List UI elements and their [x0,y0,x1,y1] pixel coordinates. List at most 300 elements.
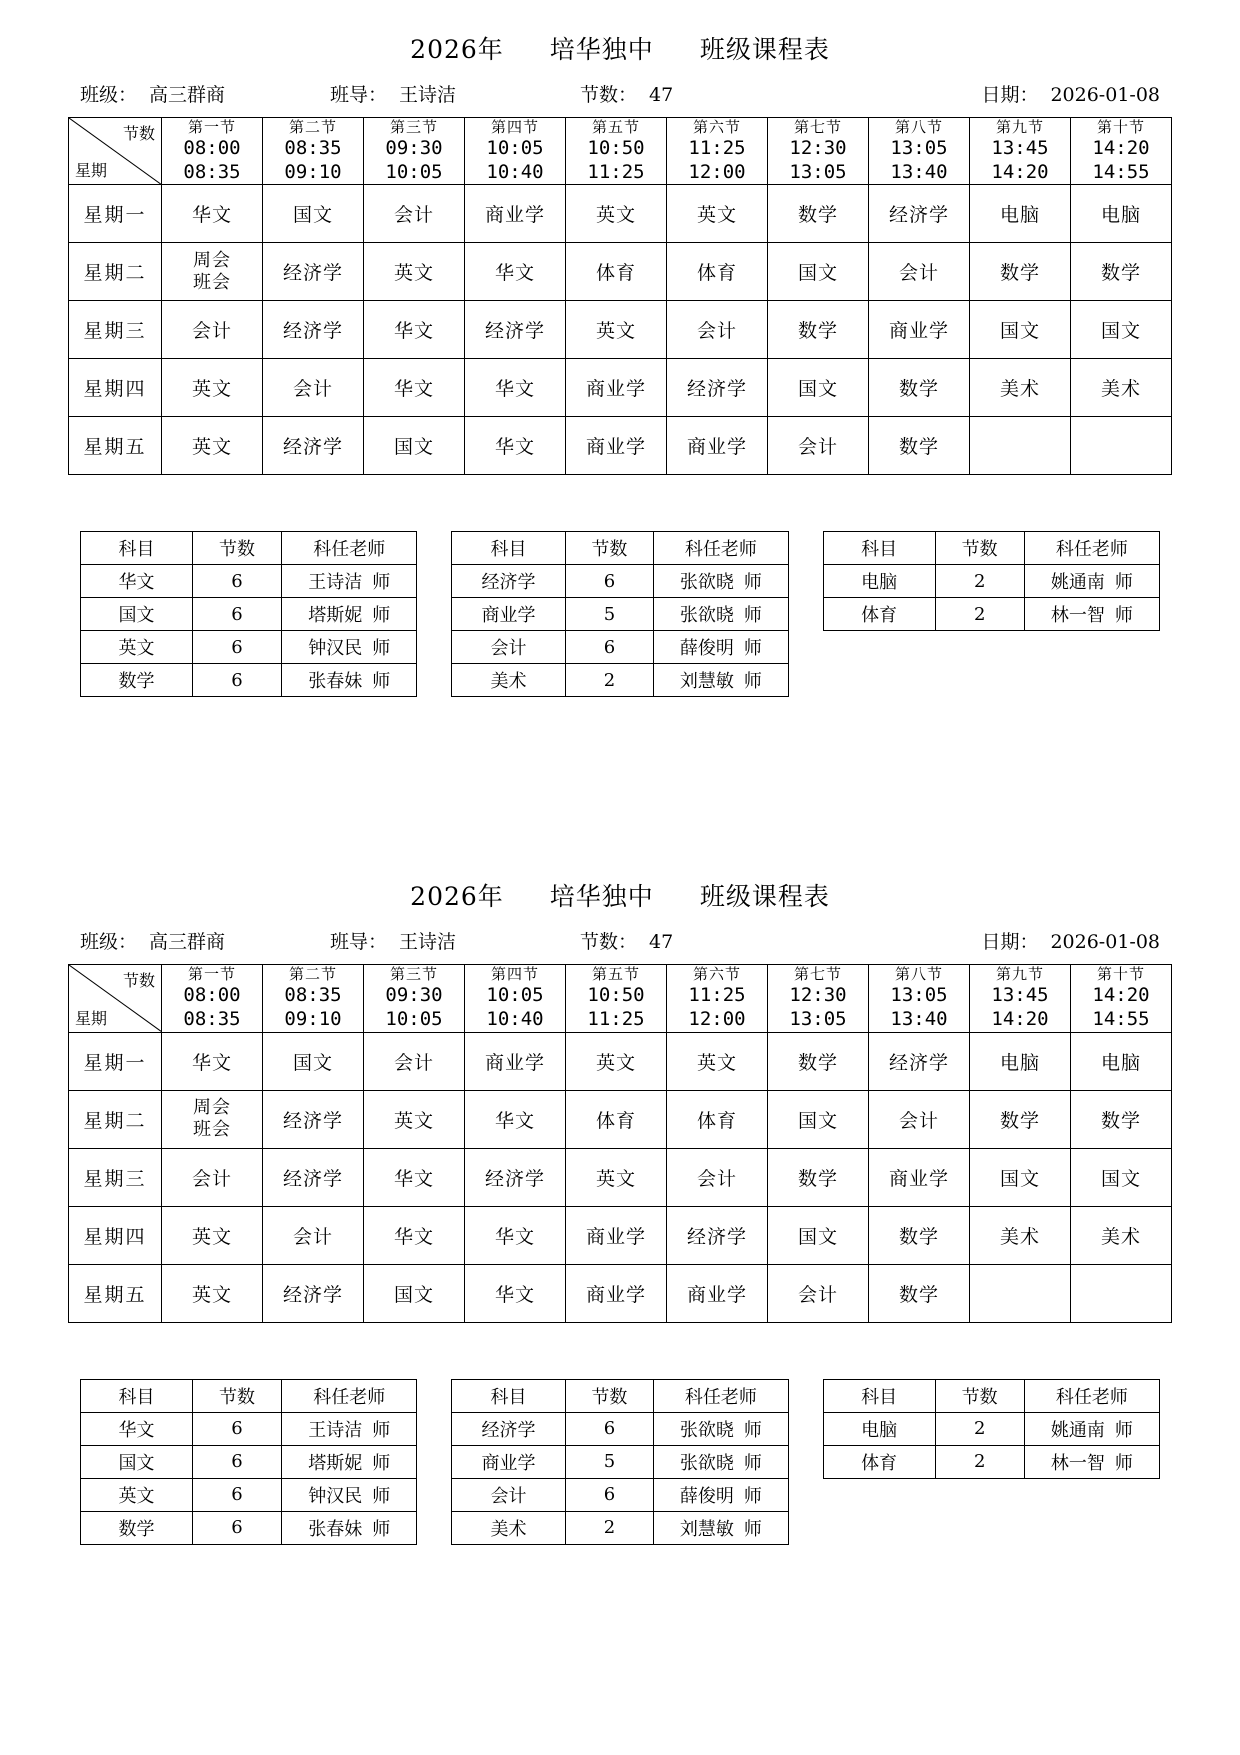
summary-row [81,1445,417,1478]
summary-block-2 [451,531,788,697]
schedule-cell-5-5: 商业学 [566,1264,667,1322]
schedule-cell-2-5: 体育 [566,243,667,301]
meta-row [68,921,1172,964]
teacher-title-suffix: 师 [372,671,391,693]
period-end-7: 13:05 [789,1007,847,1030]
summary-count-2: 2 [935,1445,1024,1478]
teacher-title-suffix: 师 [1114,1419,1133,1441]
teacher-title-suffix: 师 [372,1419,391,1441]
period-header-7 [768,118,869,185]
schedule-cell-2-1 [162,243,263,301]
schedule-cell-4-1: 英文 [162,359,263,417]
period-name-4: 第四节 [490,965,539,984]
period-name-3: 第三节 [389,965,438,984]
corner-label-weekday: 星期 [75,1008,108,1028]
teacher-name-text: 林一智 [1050,605,1105,627]
summary-subject-3: 英文 [81,1478,193,1511]
summary-row [81,1478,417,1511]
meta-row [68,74,1172,117]
summary-teacher-4 [654,664,789,697]
schedule-cell-5-10 [1071,1264,1172,1322]
meta-date-label: 日期： [981,84,1039,106]
summary-header-teacher: 科任老师 [654,532,789,565]
schedule-cell-4-7: 国文 [768,359,869,417]
teacher-name-text: 林一智 [1050,1452,1105,1474]
schedule-cell-3-9: 国文 [970,301,1071,359]
period-start-6: 11:25 [688,984,746,1006]
schedule-row [69,185,1172,243]
summary-teacher-1 [654,565,789,598]
summary-teacher-4 [654,1511,789,1544]
schedule-cell-4-1: 英文 [162,1206,263,1264]
schedule-cell-3-4: 经济学 [465,301,566,359]
schedule-cell-line-1: 周会 [193,250,231,272]
teacher-title-suffix: 师 [1114,605,1133,627]
schedule-cell-2-8: 会计 [869,1090,970,1148]
summary-count-1: 2 [935,1412,1024,1445]
schedule-cell-3-3: 华文 [364,1148,465,1206]
schedule-cell-5-7: 会计 [768,417,869,475]
period-header-6 [667,118,768,185]
schedule-cell-1-10: 电脑 [1071,1032,1172,1090]
teacher-name-text: 薛俊明 [679,638,734,660]
summary-header-teacher: 科任老师 [282,532,417,565]
schedule-cell-4-9: 美术 [970,1206,1071,1264]
schedule-cell-2-2: 经济学 [263,243,364,301]
schedule-cell-2-7: 国文 [768,243,869,301]
summary-block-1 [80,531,417,697]
summary-count-3: 6 [192,1478,281,1511]
schedule-cell-5-5: 商业学 [566,417,667,475]
summary-count-1: 6 [565,1412,653,1445]
summary-subject-2: 体育 [823,598,935,631]
teacher-title-suffix: 师 [372,572,391,594]
page-gap [0,697,1240,847]
summary-teacher-2 [654,1445,789,1478]
period-start-1: 08:00 [183,136,241,159]
summary-subject-1: 电脑 [823,1412,935,1445]
schedule-cell-5-3: 国文 [364,417,465,475]
teacher-title-suffix: 师 [1114,1452,1133,1474]
schedule-cell-4-5: 商业学 [566,1206,667,1264]
schedule-cell-2-8: 会计 [869,243,970,301]
schedule-cell-5-9 [970,417,1071,475]
schedule-cell-3-7: 数学 [768,1148,869,1206]
summary-tables [68,531,1172,697]
teacher-name-text: 张欲晓 [679,605,734,627]
summary-row [452,631,788,664]
schedule-cell-5-6: 商业学 [667,1264,768,1322]
schedule-cell-3-6: 会计 [667,301,768,359]
summary-subject-2: 国文 [81,1445,193,1478]
schedule-corner-header [69,118,162,185]
teacher-title-suffix: 师 [743,638,762,660]
summary-teacher-4 [282,664,417,697]
schedule-cell-2-6: 体育 [667,1090,768,1148]
teacher-name-text: 刘慧敏 [679,671,734,693]
meta-class-value: 高三群商 [149,84,226,106]
period-name-9: 第九节 [995,965,1044,984]
schedule-cell-1-1: 华文 [162,185,263,243]
schedule-cell-1-1: 华文 [162,1032,263,1090]
schedule-cell-5-1: 英文 [162,417,263,475]
summary-teacher-3 [654,1478,789,1511]
teacher-name-text: 薛俊明 [679,1485,734,1507]
schedule-cell-2-9: 数学 [970,243,1071,301]
summary-row [452,598,788,631]
teacher-name-text: 王诗洁 [308,572,363,594]
schedule-cell-3-6: 会计 [667,1148,768,1206]
weekday-label-4: 星期四 [69,1206,162,1264]
schedule-cell-3-5: 英文 [566,1148,667,1206]
schedule-cell-5-4: 华文 [465,417,566,475]
schedule-table [68,117,1172,475]
weekday-label-5: 星期五 [69,1264,162,1322]
summary-block-3 [823,1379,1160,1545]
period-start-2: 08:35 [284,136,342,159]
period-end-9: 14:20 [991,160,1049,183]
period-end-4: 10:40 [486,1007,544,1030]
period-name-4: 第四节 [490,118,539,136]
summary-count-1: 2 [935,565,1024,598]
period-name-2: 第二节 [288,118,337,136]
summary-count-4: 6 [192,1511,281,1544]
period-header-3 [364,965,465,1032]
summary-teacher-3 [282,631,417,664]
summary-row [81,598,417,631]
summary-subject-1: 经济学 [452,565,565,598]
period-start-9: 13:45 [991,136,1049,159]
summary-count-3: 6 [565,1478,653,1511]
meta-advisor [330,927,580,954]
teacher-name-text: 张春妹 [308,1518,363,1540]
page-title [68,847,1172,921]
schedule-cell-1-7: 数学 [768,185,869,243]
period-header-8 [869,965,970,1032]
period-end-4: 10:40 [486,160,544,183]
summary-header-teacher: 科任老师 [654,1379,789,1412]
summary-subject-4: 美术 [452,664,565,697]
period-name-8: 第八节 [894,118,943,136]
schedule-cell-3-8: 商业学 [869,301,970,359]
period-header-10 [1071,118,1172,185]
schedule-cell-1-3: 会计 [364,185,465,243]
schedule-cell-2-6: 体育 [667,243,768,301]
schedule-row [69,359,1172,417]
period-name-7: 第七节 [793,118,842,136]
schedule-row [69,243,1172,301]
summary-count-4: 2 [565,1511,653,1544]
period-end-3: 10:05 [385,160,443,183]
period-name-10: 第十节 [1096,118,1145,136]
period-end-2: 09:10 [284,160,342,183]
summary-count-1: 6 [192,1412,281,1445]
summary-count-4: 2 [565,664,653,697]
schedule-cell-4-8: 数学 [869,359,970,417]
summary-subject-3: 会计 [452,631,565,664]
summary-teacher-3 [282,1478,417,1511]
meta-advisor-label: 班导： [330,84,388,106]
summary-teacher-2 [654,598,789,631]
teacher-name-text: 钟汉民 [308,638,363,660]
schedule-cell-5-8: 数学 [869,1264,970,1322]
schedule-cell-5-2: 经济学 [263,1264,364,1322]
period-header-9 [970,118,1071,185]
teacher-title-suffix: 师 [372,1518,391,1540]
schedule-cell-2-9: 数学 [970,1090,1071,1148]
summary-row [823,565,1159,598]
summary-row [452,1412,788,1445]
schedule-cell-3-1: 会计 [162,301,263,359]
meta-advisor-value: 王诗洁 [399,931,457,954]
teacher-title-suffix: 师 [743,1419,762,1441]
summary-subject-3: 英文 [81,631,193,664]
summary-teacher-1 [282,565,417,598]
schedule-cell-3-10: 国文 [1071,1148,1172,1206]
summary-row [452,565,788,598]
summary-count-2: 6 [192,598,281,631]
schedule-cell-line-1: 周会 [193,1097,231,1119]
meta-periods-label: 节数： [580,84,638,106]
schedule-cell-1-2: 国文 [263,1032,364,1090]
period-start-10: 14:20 [1092,136,1150,159]
summary-row [452,1511,788,1544]
meta-class-value: 高三群商 [149,931,226,954]
weekday-label-3: 星期三 [69,1148,162,1206]
summary-subject-4: 美术 [452,1511,565,1544]
schedule-cell-3-2: 经济学 [263,301,364,359]
period-end-9: 14:20 [991,1007,1049,1030]
schedule-cell-2-7: 国文 [768,1090,869,1148]
meta-class-label: 班级： [80,84,138,106]
summary-header-subject: 科目 [452,532,565,565]
summary-tables [68,1379,1172,1545]
period-end-1: 08:35 [183,1007,241,1030]
period-end-6: 12:00 [688,1007,746,1030]
period-end-6: 12:00 [688,160,746,183]
teacher-name-text: 钟汉民 [308,1485,363,1507]
period-start-9: 13:45 [991,984,1049,1006]
period-name-3: 第三节 [389,118,438,136]
summary-subject-1: 华文 [81,1412,193,1445]
summary-count-2: 6 [192,1445,281,1478]
period-name-9: 第九节 [995,118,1044,136]
summary-count-4: 6 [192,664,281,697]
title-year: 2026年 [410,882,504,912]
teacher-name-text: 张欲晓 [679,1452,734,1474]
period-end-5: 11:25 [587,160,645,183]
period-start-10: 14:20 [1092,984,1150,1006]
summary-subject-1: 电脑 [823,565,935,598]
period-end-3: 10:05 [385,1007,443,1030]
period-header-2 [263,118,364,185]
summary-header-subject: 科目 [452,1379,565,1412]
corner-label-period: 节数 [122,124,155,143]
summary-row [452,1445,788,1478]
summary-count-2: 2 [935,598,1024,631]
period-name-1: 第一节 [187,965,236,984]
schedule-row [69,1148,1172,1206]
summary-teacher-1 [1024,1412,1159,1445]
period-header-3 [364,118,465,185]
period-end-8: 13:40 [890,1007,948,1030]
schedule-cell-3-3: 华文 [364,301,465,359]
period-name-6: 第六节 [692,965,741,984]
summary-subject-2: 体育 [823,1445,935,1478]
period-name-6: 第六节 [692,118,741,136]
teacher-title-suffix: 师 [743,1485,762,1507]
summary-header-count: 节数 [935,532,1024,565]
summary-teacher-2 [282,598,417,631]
period-header-8 [869,118,970,185]
period-start-7: 12:30 [789,984,847,1006]
period-end-8: 13:40 [890,160,948,183]
period-start-5: 10:50 [587,984,645,1006]
summary-table-1 [80,531,417,697]
summary-block-1 [80,1379,417,1545]
meta-date [981,80,1160,107]
summary-subject-4: 数学 [81,1511,193,1544]
meta-advisor-label: 班导： [330,931,388,954]
meta-periods-label: 节数： [580,931,638,954]
weekday-label-2: 星期二 [69,1090,162,1148]
summary-header-row [81,1379,417,1412]
summary-row [81,664,417,697]
teacher-name-text: 王诗洁 [308,1419,363,1441]
summary-table-1 [80,1379,417,1545]
period-end-2: 09:10 [284,1007,342,1030]
schedule-row [69,1032,1172,1090]
summary-header-row [81,532,417,565]
summary-count-1: 6 [192,565,281,598]
title-school: 培华独中 [549,35,654,64]
period-start-5: 10:50 [587,136,645,159]
summary-subject-1: 华文 [81,565,193,598]
summary-header-subject: 科目 [81,1379,193,1412]
period-end-10: 14:55 [1092,1007,1150,1030]
schedule-row [69,1090,1172,1148]
teacher-title-suffix: 师 [743,671,762,693]
schedule-cell-5-7: 会计 [768,1264,869,1322]
period-header-1 [162,118,263,185]
schedule-row [69,1264,1172,1322]
summary-teacher-2 [1024,598,1159,631]
schedule-cell-4-3: 华文 [364,1206,465,1264]
teacher-title-suffix: 师 [372,1452,391,1474]
schedule-cell-3-10: 国文 [1071,301,1172,359]
weekday-label-4: 星期四 [69,359,162,417]
summary-row [823,1445,1159,1478]
period-start-4: 10:05 [486,984,544,1006]
meta-periods-value: 47 [649,84,674,106]
meta-date-value: 2026-01-08 [1050,931,1160,954]
schedule-cell-1-6: 英文 [667,1032,768,1090]
schedule-cell-4-2: 会计 [263,1206,364,1264]
meta-periods-value: 47 [649,931,674,954]
summary-header-teacher: 科任老师 [1024,532,1159,565]
summary-teacher-1 [1024,565,1159,598]
schedule-cell-4-10: 美术 [1071,359,1172,417]
period-name-2: 第二节 [288,965,337,984]
summary-count-2: 5 [565,598,653,631]
summary-subject-3: 会计 [452,1478,565,1511]
schedule-cell-2-1 [162,1090,263,1148]
schedule-cell-4-9: 美术 [970,359,1071,417]
teacher-title-suffix: 师 [372,605,391,627]
summary-subject-2: 商业学 [452,598,565,631]
schedule-cell-1-2: 国文 [263,185,364,243]
schedule-cell-2-5: 体育 [566,1090,667,1148]
schedule-cell-5-2: 经济学 [263,417,364,475]
schedule-cell-3-8: 商业学 [869,1148,970,1206]
schedule-cell-1-4: 商业学 [465,185,566,243]
period-start-8: 13:05 [890,984,948,1006]
schedule-cell-5-4: 华文 [465,1264,566,1322]
schedule-cell-2-10: 数学 [1071,1090,1172,1148]
meta-class-label: 班级： [80,931,138,954]
summary-count-2: 5 [565,1445,653,1478]
summary-block-3 [823,531,1160,697]
summary-header-subject: 科目 [823,1379,935,1412]
weekday-label-3: 星期三 [69,301,162,359]
summary-table-3 [823,531,1160,631]
teacher-title-suffix: 师 [1114,572,1133,594]
summary-header-count: 节数 [565,532,653,565]
summary-teacher-2 [1024,1445,1159,1478]
schedule-cell-2-4: 华文 [465,243,566,301]
period-start-2: 08:35 [284,984,342,1006]
summary-subject-1: 经济学 [452,1412,565,1445]
title-doc-type: 班级课程表 [699,35,830,64]
teacher-title-suffix: 师 [743,1452,762,1474]
weekday-label-5: 星期五 [69,417,162,475]
summary-row [81,1412,417,1445]
title-doc-type: 班级课程表 [699,882,830,912]
period-name-1: 第一节 [187,118,236,136]
summary-subject-2: 国文 [81,598,193,631]
period-start-7: 12:30 [789,136,847,159]
meta-date [981,927,1160,954]
summary-count-3: 6 [565,631,653,664]
meta-date-label: 日期： [981,931,1039,954]
schedule-cell-2-2: 经济学 [263,1090,364,1148]
schedule-cell-1-7: 数学 [768,1032,869,1090]
schedule-cell-4-2: 会计 [263,359,364,417]
schedule-table [68,964,1172,1322]
period-end-1: 08:35 [183,160,241,183]
teacher-title-suffix: 师 [743,572,762,594]
schedule-cell-2-3: 英文 [364,1090,465,1148]
period-name-10: 第十节 [1096,965,1145,984]
summary-header-count: 节数 [192,1379,281,1412]
schedule-cell-1-4: 商业学 [465,1032,566,1090]
schedule-cell-5-9 [970,1264,1071,1322]
summary-header-row [452,532,788,565]
summary-subject-4: 数学 [81,664,193,697]
summary-table-2 [451,531,788,697]
period-header-6 [667,965,768,1032]
summary-teacher-1 [654,1412,789,1445]
schedule-cell-3-4: 经济学 [465,1148,566,1206]
teacher-title-suffix: 师 [372,638,391,660]
meta-date-value: 2026-01-08 [1050,84,1160,106]
teacher-title-suffix: 师 [743,605,762,627]
schedule-cell-5-1: 英文 [162,1264,263,1322]
summary-row [823,1412,1159,1445]
schedule-cell-5-10 [1071,417,1172,475]
schedule-cell-4-4: 华文 [465,359,566,417]
period-start-3: 09:30 [385,136,443,159]
